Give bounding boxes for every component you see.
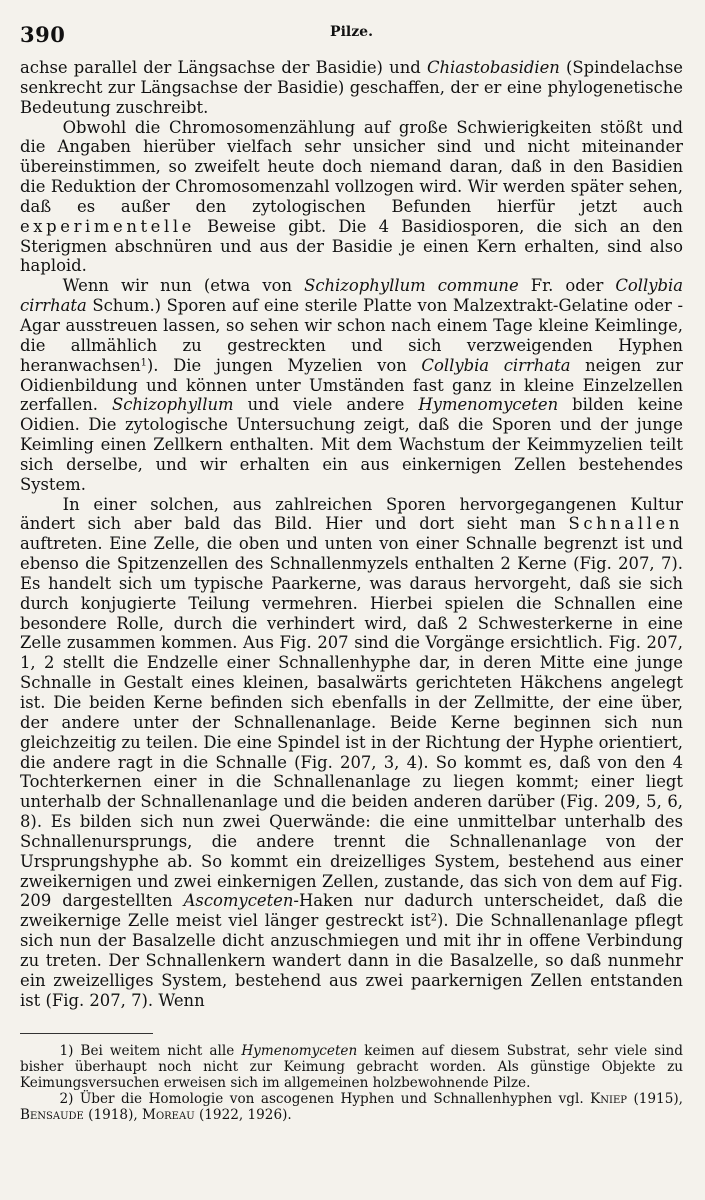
- text-run: bilden keine Oidien. Die zytologische Untersuchung zeigt, daß die Sporen und der junge Keimling einen Zellkern enthalten. Mit dem Wachstum der Keimmyzelien teilt sich derselbe, und wir erhalten ein aus einkernigen Zellen bestehendes System.: [20, 395, 683, 494]
- text-run: neigen zur Oidienbildung und können unter Umständen fast ganz in kleine Einzelzellen zerfallen.: [20, 355, 683, 415]
- text-run: (1922, 1926).: [194, 1106, 292, 1123]
- italic-term: Hymenomyceten: [418, 395, 559, 415]
- footnote: [20, 1091, 683, 1123]
- text-run: Obwohl die Chromosomenzählung auf große Schwierigkeiten stößt und die Angaben hierüber vielfach sehr unsicher sind und nicht miteinander übereinstimmen, so zweifelt heute doch niemand daran, daß in den Basidien die Reduktion der Chromosomenzahl vollzogen wird. Wir werden später sehen, daß es außer den zytologischen Befunden hierfür jetzt auch: [20, 117, 683, 216]
- text-run: ). Die jungen Myzelien von: [146, 355, 422, 375]
- author-name: Moreau: [142, 1106, 195, 1123]
- text-run: -Haken nur dadurch unterscheidet, daß die zweikernige Zelle meist viel länger gestreckt ist: [20, 891, 683, 931]
- italic-term: Schizophyllum: [111, 395, 234, 415]
- italic-term: Hymenomyceten: [241, 1042, 358, 1059]
- text-run: ). Die Schnallenanlage pflegt sich nun der Basalzelle dicht anzuschmiegen und mit ihr in offene Verbindung zu treten. Der Schnallenkern wandert dann in die Basalzelle, so daß nunmehr ein zweizelliges System, bestehend aus zwei paarkernigen Zellen entstanden ist (Fig. 207, 7). Wenn: [20, 911, 683, 1010]
- page-header: [20, 22, 683, 58]
- author-name: Bensaude: [20, 1106, 84, 1123]
- text-run: keimen auf diesem Substrat, sehr viele sind bisher überhaupt noch nicht zur Keimung gebracht worden. Als günstige Objekte zu Keimungsversuchen erweisen sich im allgemeinen holzbewohnende Pilze.: [20, 1042, 683, 1091]
- text-run: (1915),: [627, 1090, 683, 1107]
- italic-term: Ascomyceten: [183, 891, 294, 911]
- italic-term: Collybia cirrhata: [421, 355, 571, 375]
- italic-term: Chiastobasidien: [426, 58, 560, 77]
- text-run: (Spindelachse senkrecht zur Längsachse der Basidie) geschaffen, der er eine phylogenetische Bedeutung zuschreibt.: [20, 58, 683, 117]
- footnote-marker: 2: [430, 912, 437, 924]
- running-head: Pilze.: [330, 24, 373, 40]
- italic-term: Schizophyllum commune: [304, 276, 519, 296]
- text-run: Wenn wir nun (etwa von: [62, 276, 305, 296]
- text-run: achse parallel der Längsachse der Basidie) und: [20, 58, 427, 77]
- text-run: und viele andere: [233, 395, 419, 415]
- author-name: Kniep: [590, 1090, 627, 1107]
- page-number: 390: [20, 22, 66, 47]
- paragraph: [20, 58, 683, 118]
- footnotes: [20, 1043, 683, 1123]
- body-text: [20, 58, 683, 1011]
- text-run: 2) Über die Homologie von ascogenen Hyphen und Schnallenhyphen vgl.: [59, 1090, 591, 1107]
- italic-term: Collybia cirrhata: [20, 276, 683, 316]
- footnote-marker: 1: [140, 357, 147, 369]
- text-run: auftreten. Eine Zelle, die oben und unten von einer Schnalle begrenzt ist und ebenso die Spitzenzellen des Schnallenmyzels enthalten 2 Kerne (Fig. 207, 7). Es handelt sich um typische Paarkerne, was daraus hervorgeht, daß sie sich durch konjugierte Teilung vermehren. Hierbei spielen die Schnallen eine besondere Rolle, durch die verhindert wird, daß 2 Schwesterkerne in eine Zelle zusammen kommen. Aus Fig. 207 sind die Vorgänge ersichtlich. Fig. 207, 1, 2 stellt die Endzelle einer Schnallenhyphe dar, in deren Mitte eine junge Schnalle in Gestalt eines kleinen, basalwärts gerichteten Häkchens angelegt ist. Die beiden Kerne befinden sich ebenfalls in der Zellmitte, der eine über, der andere unter der Schnallenanlage. Beide Kerne beginnen sich nun gleichzeitig zu teilen. Die eine Spindel ist in der Richtung der Hyphe orientiert, die andere ragt in die Schnalle (Fig. 207, 3, 4). So kommt es, daß von den 4 Tochterkernen einer in die Schnallenanlage zu liegen kommt; einer liegt unterhalb der Schnallenanlage und die beiden anderen darüber (Fig. 209, 5, 6, 8). Es bilden sich nun zwei Querwände: die eine unmittelbar unterhalb des Schnallenursprungs, die andere trennt die Schnallenanlage von der Ursprungshyphe ab. So kommt ein dreizelliges System, bestehend aus einer zweikernigen und zwei einkernigen Zellen, zustande, das sich von dem auf Fig. 209 dargestellten: [20, 534, 683, 911]
- text-run: 1) Bei weitem nicht alle: [59, 1042, 242, 1059]
- paragraph: [20, 118, 683, 277]
- footnote-divider: [20, 1033, 153, 1034]
- text-run: Beweise gibt. Die 4 Basidiosporen, die sich an den Sterigmen abschnüren und aus der Basidie je einen Kern erhalten, sind also haploid.: [20, 216, 683, 276]
- paragraph: [20, 276, 683, 494]
- spaced-emphasis: experimentelle: [20, 216, 195, 236]
- paragraph: [20, 495, 683, 1011]
- text-run: Fr. oder: [518, 276, 616, 296]
- spaced-emphasis: Schnallen: [568, 514, 683, 534]
- footnote: [20, 1043, 683, 1091]
- text-run: Schum.) Sporen auf eine sterile Platte von Malzextrakt-Gelatine oder -Agar ausstreuen lassen, so sehen wir schon nach einem Tage kleine Keimlinge, die allmählich zu gestreckten und sich verzweigenden Hyphen heranwachsen: [20, 296, 683, 375]
- text-run: (1918),: [83, 1106, 143, 1123]
- text-run: In einer solchen, aus zahlreichen Sporen hervorgegangenen Kultur ändert sich aber bald das Bild. Hier und dort sieht man: [20, 494, 683, 534]
